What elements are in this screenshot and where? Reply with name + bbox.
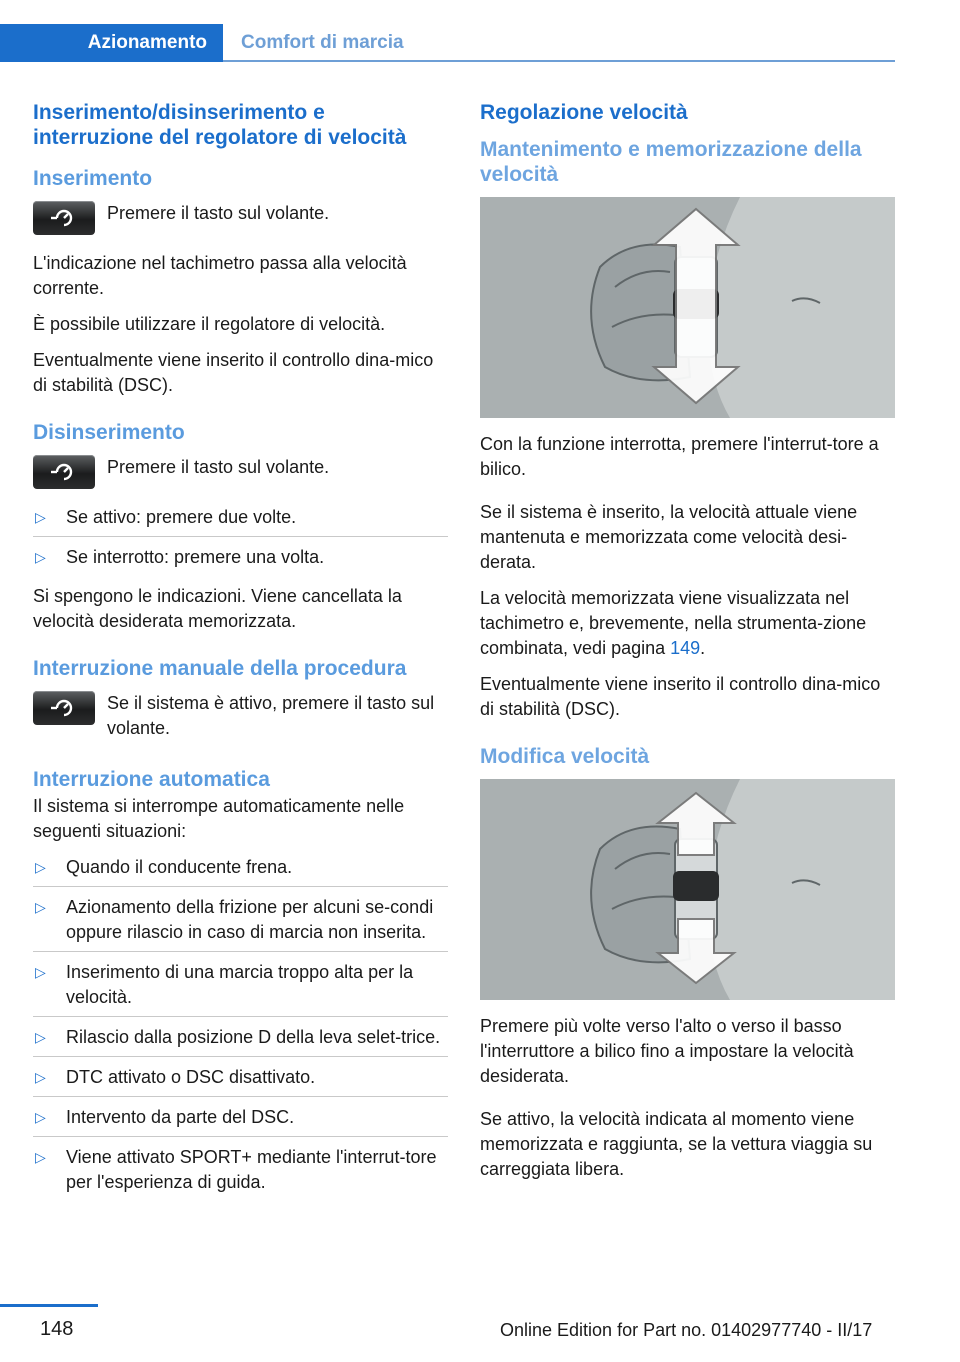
heading-disinserimento: Disinserimento xyxy=(33,421,185,444)
instruction-disinserimento xyxy=(33,455,448,489)
cruise-control-button-icon xyxy=(33,455,95,489)
page-link-149[interactable]: 149 xyxy=(670,638,701,658)
instruction-text: Premere il tasto sul volante. xyxy=(107,203,330,223)
triangle-bullet-icon: ▷ xyxy=(35,509,46,525)
list-item: ▷ DTC attivato o DSC disattivato. xyxy=(33,1065,448,1097)
section-title-speed-regulation: Regolazione velocità xyxy=(480,101,688,124)
triangle-bullet-icon: ▷ xyxy=(35,1029,46,1045)
heading-modifica-velocita: Modifica velocità xyxy=(480,745,650,768)
right-column xyxy=(480,100,895,1193)
chapter-header xyxy=(0,24,895,62)
left-column xyxy=(33,100,448,1209)
paragraph: Eventualmente viene inserito il controllo dina-mico di stabilità (DSC). xyxy=(480,674,881,719)
page-number: 148 xyxy=(40,1318,74,1340)
disinserimento-list xyxy=(33,505,448,576)
paragraph: La velocità memorizzata viene visualizzata nel tachimetro e, brevemente, nella strumenta-zione combinata, vedi pagina 149. xyxy=(480,588,867,658)
list-item: ▷ Viene attivato SPORT+ mediante l'interrut-tore per l'esperienza di guida. xyxy=(35,1147,437,1192)
edition-note: Online Edition for Part no. 01402977740 - II/17 xyxy=(500,1320,873,1340)
interruzione-automatica-list xyxy=(33,855,448,1201)
list-item: ▷ Se interrotto: premere una volta. xyxy=(33,545,448,576)
list-item: ▷ Rilascio dalla posizione D della leva selet-trice. xyxy=(33,1025,448,1057)
paragraph: L'indicazione nel tachimetro passa alla velocità corrente. xyxy=(33,253,407,298)
cruise-control-button-icon xyxy=(33,691,95,725)
paragraph: Il sistema si interrompe automaticamente nelle seguenti situazioni: xyxy=(33,796,405,841)
triangle-bullet-icon: ▷ xyxy=(35,899,46,915)
paragraph: Si spengono le indicazioni. Viene cancellata la velocità desiderata memorizzata. xyxy=(33,586,402,631)
steering-wheel-rocker-switch-illustration xyxy=(480,197,895,418)
heading-mantenimento: Mantenimento e memorizzazione della velocità xyxy=(480,138,862,186)
paragraph: Premere più volte verso l'alto o verso il basso l'interruttore a bilico fino a impostare la velocità desiderata. xyxy=(480,1016,854,1086)
tab-comfort-di-marcia[interactable]: Comfort di marcia xyxy=(241,32,404,53)
triangle-bullet-icon: ▷ xyxy=(35,549,46,565)
paragraph: Se il sistema è inserito, la velocità attuale viene mantenuta e memorizzata come velocità desi-derata. xyxy=(480,502,858,572)
instruction-text: Premere il tasto sul volante. xyxy=(107,457,330,477)
header-divider xyxy=(223,60,895,62)
paragraph: È possibile utilizzare il regolatore di velocità. xyxy=(33,314,386,334)
triangle-bullet-icon: ▷ xyxy=(35,964,46,980)
triangle-bullet-icon: ▷ xyxy=(35,1109,46,1125)
list-item: ▷ Azionamento della frizione per alcuni se-condi oppure rilascio in caso di marcia non inserita. xyxy=(33,895,448,952)
triangle-bullet-icon: ▷ xyxy=(35,1149,46,1165)
section-title-cruise-control: Inserimento/disinserimento e interruzione del regolatore di velocità xyxy=(33,101,407,149)
paragraph: Se attivo, la velocità indicata al momento viene memorizzata e raggiunta, se la vettura viaggia su carreggiata libera. xyxy=(480,1109,873,1179)
instruction-text: Se il sistema è attivo, premere il tasto sul volante. xyxy=(107,693,435,738)
list-item: ▷ Inserimento di una marcia troppo alta per la velocità. xyxy=(33,960,448,1017)
paragraph: Con la funzione interrotta, premere l'interrut-tore a bilico. xyxy=(480,434,879,479)
heading-inserimento: Inserimento xyxy=(33,167,153,190)
list-item: ▷ Quando il conducente frena. xyxy=(33,855,448,887)
cruise-control-button-icon xyxy=(33,201,95,235)
triangle-bullet-icon: ▷ xyxy=(35,1069,46,1085)
paragraph: Eventualmente viene inserito il controllo dina-mico di stabilità (DSC). xyxy=(33,350,434,395)
heading-interruzione-manuale: Interruzione manuale della procedura xyxy=(33,657,407,680)
instruction-interruzione-manuale xyxy=(33,691,448,741)
instruction-inserimento xyxy=(33,201,448,235)
footer-accent-line xyxy=(0,1304,98,1307)
tab-azionamento[interactable]: Azionamento xyxy=(0,24,223,62)
triangle-bullet-icon: ▷ xyxy=(35,859,46,875)
list-item: ▷ Se attivo: premere due volte. xyxy=(33,505,448,537)
heading-interruzione-automatica: Interruzione automatica xyxy=(33,768,270,791)
steering-wheel-rocker-switch-illustration xyxy=(480,779,895,1000)
list-item: ▷ Intervento da parte del DSC. xyxy=(33,1105,448,1137)
